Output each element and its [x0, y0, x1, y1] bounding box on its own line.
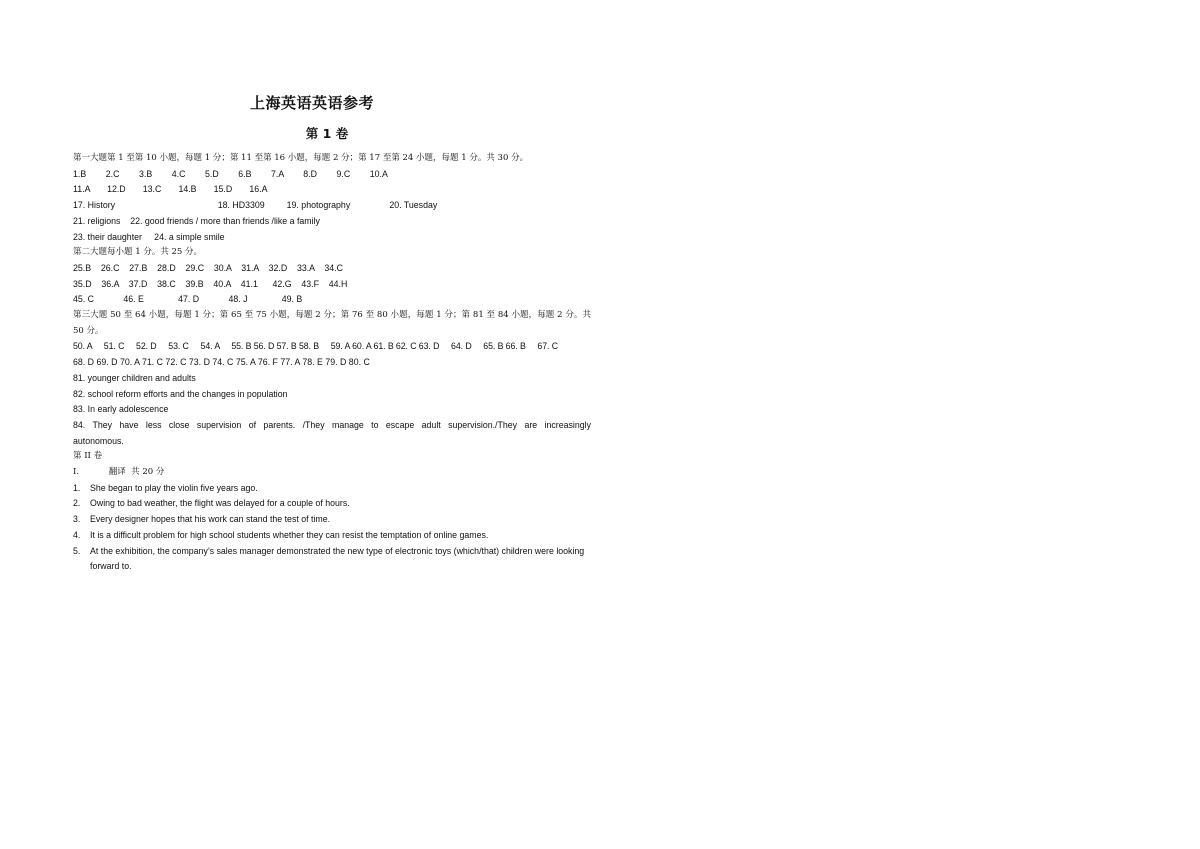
- answer-row-21-22: 21. religions 22. good friends / more than friends /like a family: [73, 215, 320, 226]
- answer-row-17-20: 17. History 18. HD3309 19. photography 20. Tuesday: [73, 200, 438, 211]
- volume-title: 第 1 卷: [305, 126, 349, 141]
- section2-heading: 第二大题每小题 1 分。共 25 分。: [73, 247, 203, 258]
- translation-item: [73, 496, 591, 512]
- answer-83: 83. In early adolescence: [73, 404, 169, 415]
- translation-number: 4.: [73, 529, 81, 540]
- section3-heading: 第三大题 50 至 64 小题，每题 1 分；第 65 至 75 小题，每题 2 分；第 76 至 80 小题，每题 1 分；第 81 至 84 小题，每题 2 分。共 50 分。: [73, 310, 591, 336]
- answer-row-45-49: 45. C 46. E 47. D 48. J 49. B: [73, 294, 303, 305]
- section1-heading: 第一大题第 1 至第 10 小题，每题 1 分；第 11 至第 16 小题，每题 2 分；第 17 至第 24 小题，每题 1 分。共 30 分。: [73, 153, 529, 163]
- translation-text: Owing to bad weather, the flight was delayed for a couple of hours.: [90, 498, 350, 509]
- translation-list: [73, 481, 591, 575]
- translation-item: [73, 481, 591, 497]
- answer-row-11-16: 11.A 12.D 13.C 14.B 15.D 16.A: [73, 184, 268, 195]
- answer-81: 81. younger children and adults: [73, 372, 196, 383]
- translation-item: [73, 528, 591, 544]
- answer-84: 84. They have less close supervision of parents. /They manage to escape adult supervision./They are increasingly autonomous.: [73, 419, 591, 446]
- part2-heading: 第 II 卷: [73, 451, 103, 462]
- translation-number: 3.: [73, 514, 81, 525]
- translation-text: She began to play the violin five years ago.: [90, 482, 258, 493]
- translation-text: It is a difficult problem for high school students whether they can resist the temptation of online games.: [90, 529, 489, 540]
- document-title: 上海英语英语参考: [249, 94, 374, 112]
- translation-heading: I. 翻译 共 20 分: [73, 467, 165, 478]
- translation-number: 1.: [73, 482, 81, 493]
- translation-item: [73, 512, 591, 528]
- answer-row-68-80: 68. D 69. D 70. A 71. C 72. C 73. D 74. C 75. A 76. F 77. A 78. E 79. D 80. C: [73, 357, 370, 368]
- answer-82: 82. school reform efforts and the changes in population: [73, 388, 288, 399]
- answer-row-25-34: 25.B 26.C 27.B 28.D 29.C 30.A 31.A 32.D 33.A 34.C: [73, 262, 343, 273]
- translation-number: 5.: [73, 545, 81, 556]
- answer-row-1-10: 1.B 2.C 3.B 4.C 5.D 6.B 7.A 8.D 9.C 10.A: [73, 168, 388, 179]
- document-body: [73, 92, 591, 575]
- translation-text: At the exhibition, the company’s sales manager demonstrated the new type of electronic toys (which/that) children were looking forward to.: [90, 545, 585, 572]
- translation-text: Every designer hopes that his work can stand the test of time.: [90, 514, 331, 525]
- translation-number: 2.: [73, 498, 81, 509]
- translation-item: [73, 544, 591, 575]
- answer-row-23-24: 23. their daughter 24. a simple smile: [73, 231, 225, 242]
- answer-row-50-67: 50. A 51. C 52. D 53. C 54. A 55. B 56. D 57. B 58. B 59. A 60. A 61. B 62. C 63. D 64. D 65. B 66. B 67. C: [73, 341, 558, 352]
- answer-row-35-44: 35.D 36.A 37.D 38.C 39.B 40.A 41.1 42.G 43.F 44.H: [73, 278, 348, 289]
